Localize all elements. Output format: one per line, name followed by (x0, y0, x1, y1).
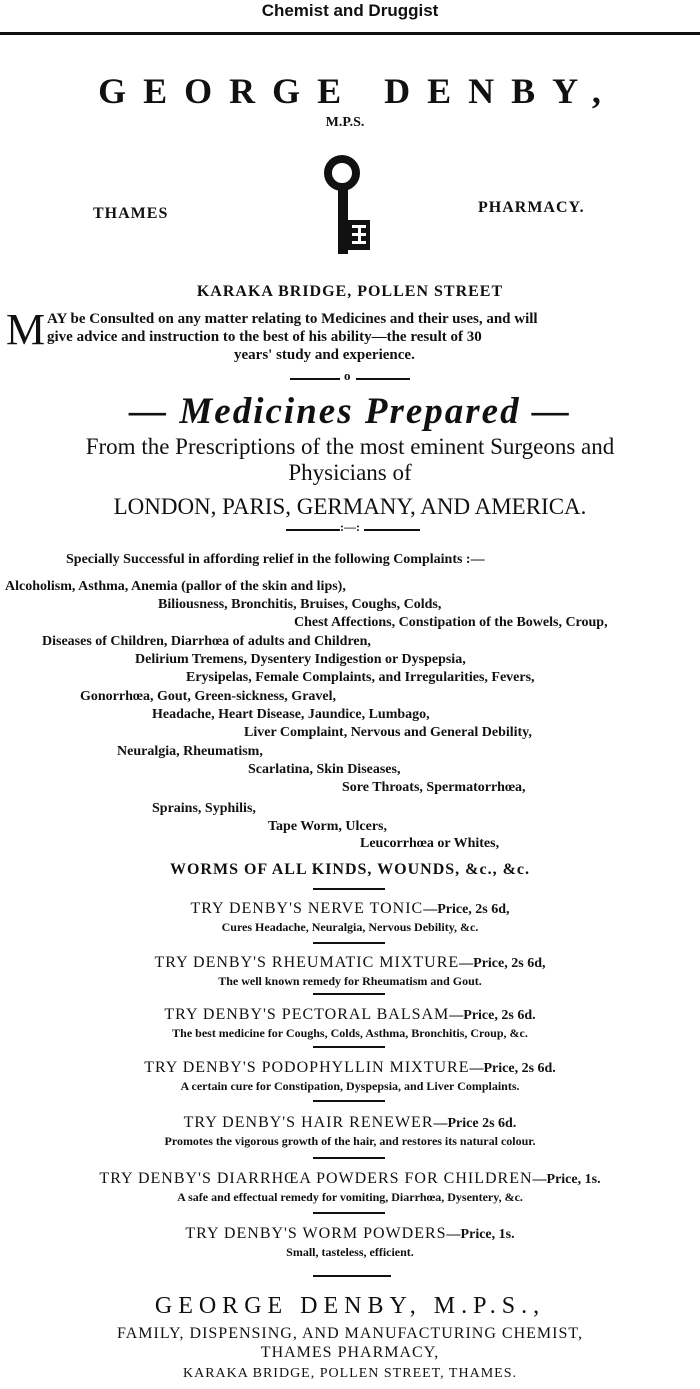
product-price: —Price 2s 6d. (433, 1116, 517, 1131)
product-title (0, 1225, 700, 1243)
product-rule (313, 1100, 385, 1102)
product-price: —Price, 2s 6d. (469, 1061, 556, 1076)
product-price: —Price, 2s 6d. (449, 1008, 536, 1023)
complaint-line: Sore Throats, Spermatorrhœa, (342, 780, 526, 795)
product-rule (313, 888, 385, 890)
product-price: —Price, 1s. (532, 1172, 601, 1187)
masthead-right-word: PHARMACY. (478, 199, 585, 216)
product-desc: Cures Headache, Neuralgia, Nervous Debility, &c. (221, 920, 479, 934)
masthead-address: KARAKA BRIDGE, POLLEN STREET (196, 283, 504, 300)
headline-divider-left (286, 529, 340, 531)
headline-sub-2: Physicians of (288, 460, 412, 485)
masthead-left-word: THAMES (93, 205, 169, 222)
intro-line-1: AY be Consulted on any matter relating to Medicines and their uses, and will (47, 311, 538, 327)
intro-line-3: years' study and experience. (234, 347, 415, 363)
header-rule (0, 32, 700, 35)
headline-divider-mark: :—: (340, 520, 360, 534)
masthead-credentials: M.P.S. (325, 115, 365, 130)
product-price: —Price, 2s 6d, (459, 956, 546, 971)
product-title (0, 1114, 700, 1132)
footer-name: GEORGE DENBY, M.P.S., (154, 1293, 546, 1319)
complaint-line: Alcoholism, Asthma, Anemia (pallor of the skin and lips), (5, 579, 346, 594)
product-title-text: TRY DENBY'S NERVE TONIC (190, 900, 424, 917)
complaint-line: Neuralgia, Rheumatism, (117, 744, 263, 759)
product-price: —Price, 1s. (446, 1227, 515, 1242)
complaint-line: Liver Complaint, Nervous and General Debility, (244, 725, 532, 740)
product-title-text: TRY DENBY'S WORM POWDERS (185, 1225, 447, 1242)
complaint-line: Leucorrhœa or Whites, (360, 836, 500, 851)
product-desc: The best medicine for Coughs, Colds, Asthma, Bronchitis, Croup, &c. (172, 1026, 528, 1040)
key-icon (318, 152, 388, 262)
complaint-line: Scarlatina, Skin Diseases, (248, 762, 401, 777)
footer-line-3: KARAKA BRIDGE, POLLEN STREET, THAMES. (183, 1366, 517, 1381)
complaint-line: Sprains, Syphilis, (152, 801, 256, 816)
headline-sub-1: From the Prescriptions of the most eminent Surgeons and (85, 434, 615, 459)
footer-rule (313, 1275, 391, 1277)
footer-line-1: FAMILY, DISPENSING, AND MANUFACTURING CHEMIST, (117, 1325, 583, 1342)
product-title (0, 900, 700, 918)
intro-divider-left (290, 378, 340, 380)
product-title-text: TRY DENBY'S PODOPHYLLIN MIXTURE (144, 1059, 470, 1076)
complaints-intro: Specially Successful in affording relief in the following Complaints :— (66, 552, 485, 567)
complaint-line: Biliousness, Bronchitis, Bruises, Coughs, Colds, (158, 597, 442, 612)
product-rule (313, 1212, 385, 1214)
product-title (0, 1170, 700, 1188)
intro-drop-cap: M (6, 305, 46, 354)
product-title (0, 954, 700, 972)
intro-divider-right (356, 378, 410, 380)
product-rule (313, 993, 385, 995)
product-rule (313, 942, 385, 944)
complaint-line: Gonorrhœa, Gout, Green-sickness, Gravel, (80, 689, 337, 704)
masthead-name: GEORGE DENBY, (98, 71, 618, 111)
intro-divider-mark: o (344, 368, 351, 383)
product-title (0, 1059, 700, 1077)
product-title (0, 1006, 700, 1024)
product-price: —Price, 2s 6d, (423, 902, 510, 917)
product-title-text: TRY DENBY'S PECTORAL BALSAM (164, 1006, 450, 1023)
product-title-text: TRY DENBY'S DIARRHŒA POWDERS FOR CHILDREN (99, 1170, 533, 1187)
product-title-text: TRY DENBY'S RHEUMATIC MIXTURE (154, 954, 460, 971)
product-desc: The well known remedy for Rheumatism and Gout. (218, 974, 482, 988)
complaint-line: Tape Worm, Ulcers, (268, 819, 387, 834)
complaint-line: Headache, Heart Disease, Jaundice, Lumbago, (152, 707, 430, 722)
product-title-text: TRY DENBY'S HAIR RENEWER (183, 1114, 434, 1131)
complaint-line: Diseases of Children, Diarrhœa of adults and Children, (42, 634, 371, 649)
complaint-line: Erysipelas, Female Complaints, and Irregularities, Fevers, (186, 670, 535, 685)
complaints-closing: WORMS OF ALL KINDS, WOUNDS, &c., &c. (169, 861, 530, 878)
running-title: Chemist and Druggist (261, 1, 439, 20)
headline-places: LONDON, PARIS, GERMANY, AND AMERICA. (113, 494, 587, 519)
complaint-line: Chest Affections, Constipation of the Bowels, Croup, (294, 615, 608, 630)
complaint-line: Delirium Tremens, Dysentery Indigestion or Dyspepsia, (135, 652, 466, 667)
footer-line-2: THAMES PHARMACY, (260, 1344, 440, 1361)
product-rule (313, 1046, 385, 1048)
headline: — Medicines Prepared — (129, 391, 571, 432)
product-rule (313, 1157, 385, 1159)
product-desc: A certain cure for Constipation, Dyspepsia, and Liver Complaints. (180, 1079, 520, 1093)
product-desc: Promotes the vigorous growth of the hair, and restores its natural colour. (164, 1134, 536, 1148)
intro-line-2: give advice and instruction to the best of his ability—the result of 30 (47, 329, 482, 345)
product-desc: Small, tasteless, efficient. (286, 1245, 414, 1259)
product-desc: A safe and effectual remedy for vomiting, Diarrhœa, Dysentery, &c. (177, 1190, 523, 1204)
headline-divider-right (364, 529, 420, 531)
